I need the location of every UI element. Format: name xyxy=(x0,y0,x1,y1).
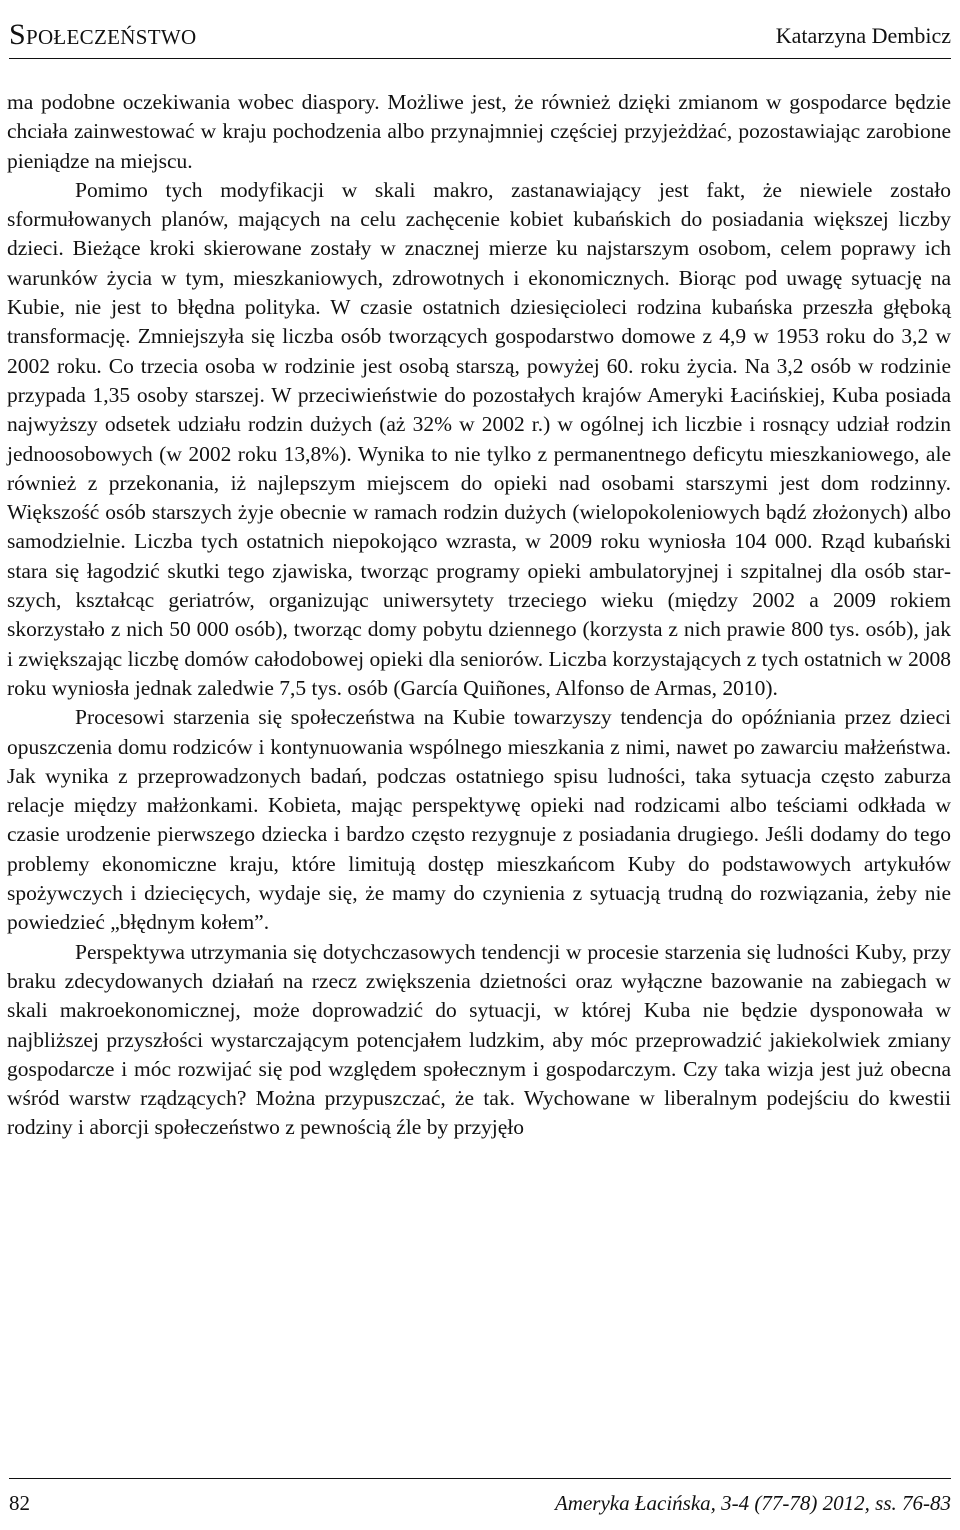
paragraph-3: Procesowi starzenia się społeczeństwa na Kubie towarzyszy tendencja do opóźniania przez dzieci opuszczenia domu rodziców i kontynuowania wspólnego mieszkania z nimi, nawet po zawarciu małżeństwa. Jak wynika z przeprowadzonych badań, podczas ostatniego spisu ludności, taka sytuacja często zaburza relacje między małżonkami. Kobieta, mając perspektywę opieki nad rodzicami albo teściami odkłada w czasie urodzenie pierwszego dziecka i bardzo często rezygnuje z posiadania drugiego. Jeśli dodamy do tego problemy ekonomiczne kraju, które limitują dostęp mieszkańcom Kuby do podstawowych artykułów spożywczych i dziecięcych, wydaje się, że mamy do czynienia z sytuacją trudną do rozwiązania, żeby nie powiedzieć „błędnym kołem”. xyxy=(7,705,951,935)
journal-citation: Ameryka Łacińska, 3-4 (77-78) 2012, ss. 76-83 xyxy=(554,1491,951,1515)
section-title: Społeczeństwo xyxy=(9,18,197,51)
header-divider xyxy=(9,58,951,59)
paragraph-4: Perspektywa utrzymania się dotychczasowych tendencji w procesie starzenia się ludności Kuby, przy braku zdecydowanych działań na rzecz zwiększenia dzietności oraz wyłączne bazowanie na zabiegach w skali makroekonomicznej, może doprowadzić do sytuacji, w której Kuba nie będzie dysponowała w najbliższej przyszłości wystarczającym potencjałem ludzkim, aby móc przeprowadzić jakiekolwiek zmiany gospodarcze i móc rozwijać się pod względem społecznym i gospodarczym. Czy taka wizja jest już obecna wśród warstw rządzących? Można przypuszczać, że tak. Wychowane w liberalnym podejściu do kwestii rodziny i aborcji społeczeństwo z pewnością źle by przyjęło xyxy=(7,939,951,1140)
body-text xyxy=(7,88,951,1143)
running-header xyxy=(9,6,951,50)
footer-divider xyxy=(9,1478,951,1479)
running-footer xyxy=(9,1491,951,1516)
paragraph-1: ma podobne oczekiwania wobec diaspory. Możliwe jest, że również dzięki zmianom w gospodarce będzie chciała zainwestować w kraju pochodzenia albo przynajmniej częściej przyjeżdżać, pozostawiając zarobione pieniądze na miejscu. xyxy=(7,90,951,173)
author-name: Katarzyna Dembicz xyxy=(775,23,951,48)
paragraph-2: Pomimo tych modyfikacji w skali makro, zastanawiający jest fakt, że niewiele zostało sformułowanych planów, mających na celu zachęcenie kobiet kubańskich do posiadania większej liczby dzieci. Bieżące kroki skierowane zostały w znacznej mierze ku najstarszym osobom, celem poprawy ich warunków życia w tym, mieszkaniowych, zdrowotnych i ekonomicznych. Biorąc pod uwagę sytuację na Kubie, nie jest to błędna polityka. W czasie ostatnich dziesięcioleci rodzina kubańska przeszła głęboką transformację. Zmniejszyła się liczba osób tworzących gospodarstwo domowe z 4,9 w 1953 roku do 3,2 w 2002 roku. Co trzecia osoba w rodzinie jest osobą starszą, powyżej 60. roku życia. Na 3,2 osób w rodzinie przypada 1,35 osoby starszej. W przeciwieństwie do pozostałych krajów Ameryki Łacińskiej, Kuba posiada najwyższy odsetek udziału rodzin dużych (aż 32% w 2002 r.) w ogólnej ich liczbie i rosnący udział rodzin jednoosobowych (w 2002 roku 13,8%). Wynika to nie tylko z permanentnego deficytu mieszkaniowego, ale również z przekonania, iż najlepszym miejscem do opieki nad osobami starszymi jest dom rodzinny. Większość osób starszych żyje obecnie w ramach rodzin dużych (wielopokoleniowych bądź złożonych) albo samodzielnie. Liczba tych ostatnich niepokojąco wzrasta, w 2009 roku wyniosła 104 000. Rząd kubański stara się łagodzić skutki tego zjawiska, tworząc programy opieki ambulatoryjnej i szpitalnej dla osób starszych, kształcąc geriatrów, organizując uniwersytety trzeciego wieku (między 2002 a 2009 rokiem skorzystało z nich 50 000 osób), tworząc domy pobytu dziennego (korzysta z nich prawie 800 tys. osób), jak i zwiększając liczbę domów całodobowej opieki dla seniorów. Liczba korzystających z tych ostatnich w 2008 roku wyniosła jednak zaledwie 7,5 tys. osób (García Quiñones, Alfonso de Armas, 2010). xyxy=(7,177,951,700)
page-number: 82 xyxy=(9,1491,30,1515)
